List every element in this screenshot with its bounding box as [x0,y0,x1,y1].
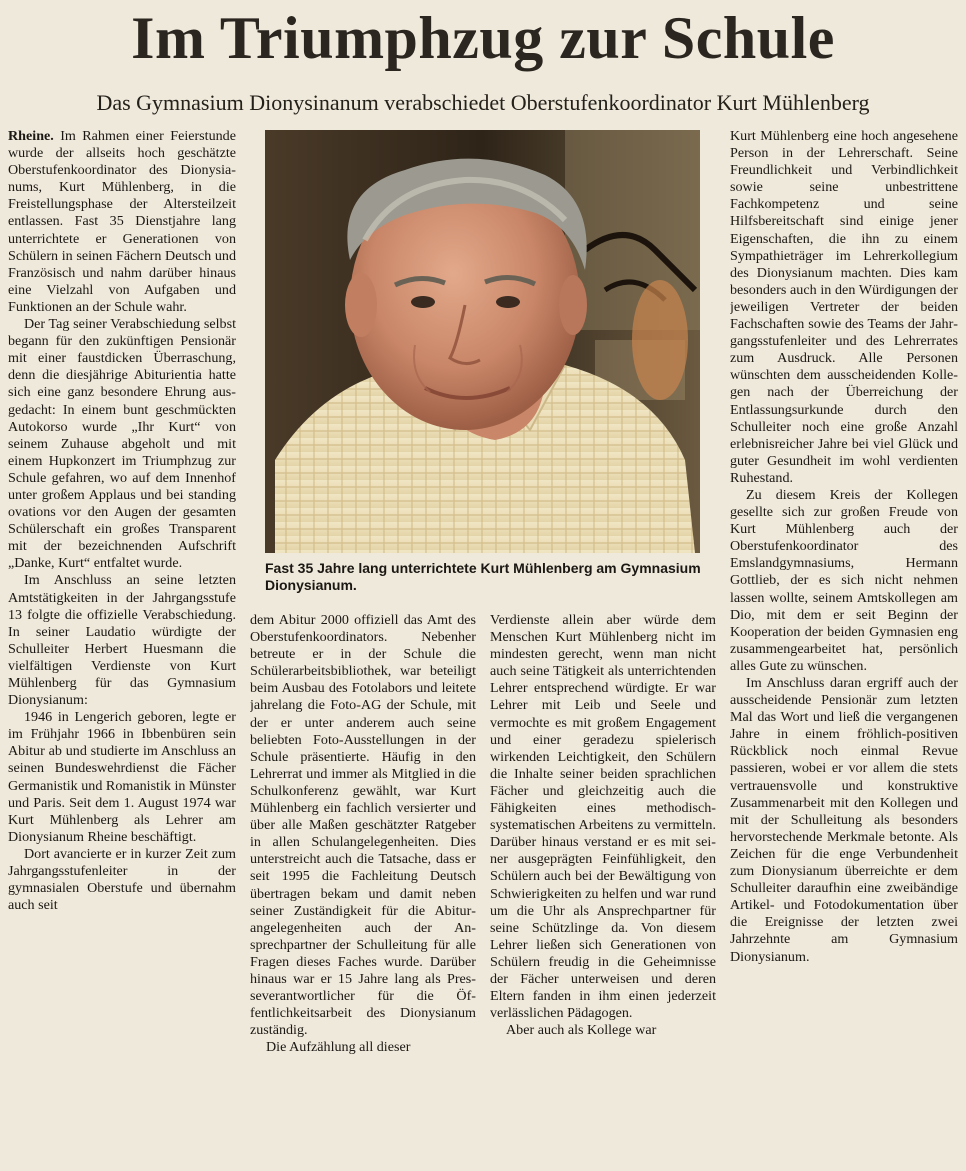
paragraph: Dort avancierte er in kurzer Zeit zum Jahrgangsstufenleiter in der gymnasialen Oberstufe und übernahm auch seit [8,845,236,914]
paragraph: Aber auch als Kollege war [506,1022,657,1039]
headline: Im Triumphzug zur Schule [131,5,835,71]
paragraph: 1946 in Lengerich geboren, legte er im Frühjahr 1966 in Ibbenbüren sein Abitur ab und studierte im Anschluss an seinen Bundeswehrdienst die Fächer Germanistik und Romanistik in Münster und Paris. Seit dem 1. August 1974 war Kurt Mühlenberg als Lehrer am Dionysianum Rheine beschäftigt. [8,709,236,845]
paragraph: Kurt Mühlenberg eine hoch angesehene Person in der Lehrerschaft. Seine Freundlichkeit und Verbindlichkeit sowie seine unbestrittene Fachkompetenz und seine Hilfsbereitschaft sind einige jener Eigenschaften, die ihn zu einem Sympathieträger im Lehrerkollegium des Dionysianum machten. Dies kam besonders auch in den Würdigungen der jeweiligen Vertreter der beiden Fachschaften sowie des Teams der Jahrgangsstufenleiter und des Lehrerrates zum Ausdruck. Alle Personen wünschten dem ausscheidenden Kollegen nach der Überreichung der Entlassungsurkunde durch den Schulleiter noch eine große Anzahl erlebnisreicher Jahre bei viel Glück und guter Gesundheit im wohl verdienten Ruhestand. [730,128,958,486]
article-column-3 [490,612,716,1164]
portrait-photo [265,130,700,553]
dateline: Rheine. [8,128,54,144]
portrait-photo-illustration [265,130,700,553]
paragraph: dem Abitur 2000 offiziell das Amt des Oberstufenkoordinators. Nebenher betreute er in der Schule die Schülerarbeitsbibliothek, war beteiligt beim Ausbau des Fotolabors und leitete jahrelang die Foto-AG der Schule, mit der er unter anderem auch seine beliebten Foto-Ausstellungen in der Schule präsentierte. Häufig in den Lehrerrat und immer als Mitglied in die Schulkonferenz gewählt, war Kurt Mühlenberg ein fachlich versierter und über alle Maßen geschätzter Ratgeber in allen Schulangelegenheiten. Dies unterstreicht auch die Tatsache, dass er seit 1995 die Fachleitung Deutsch übertragen bekam und damit neben seiner Zuständigkeit für die Abiturangelegenheiten auch der Ansprechpartner der Schulleitung für alle Fragen dieses Faches wurde. Darüber hinaus war er 15 Jahre lang als Presseverantwortlicher für die Öffentlichkeitsarbeit des Dionysianum zuständig. [250,612,476,1039]
paragraph-text: Im Rahmen einer Feierstunde wurde der allseits hoch geschätzte Oberstufenkoordinator des Dionysianums, Kurt Mühlenberg, in die Freistellungsphase der Altersteilzeit entlassen. Fast 35 Dienstjahre lang unterrichtete er Generationen von Schülern in seinen Fächern Deutsch und Französisch und nahm darüber hinaus eine Vielzahl von Aufgaben und Funktionen an der Schule wahr. [8,128,236,315]
paragraph: Verdienste allein aber würde dem Menschen Kurt Mühlenberg nicht im mindesten gerecht, wenn man nicht auch seine Tätigkeit als unterrichtenden Lehrer entsprechend würdigte. Er war Lehrer mit Leib und Seele und vermochte es mit großem Engagement und einer geradezu spielerisch wirkenden Leichtigkeit, den Schülern die Inhalte seiner beiden sprachlichen Fächer und gleichzeitig auch die Fähigkeiten eines methodisch-systematischen Arbeitens zu vermitteln. Darüber hinaus verstand er es mit seiner ausgeprägten Feinfühligkeit, den Schülern auch bei der Bewältigung von Schwierigkeiten zu helfen und war rund um die Uhr als Ansprechpartner für seine Schützlinge da. Von diesem Lehrer ließen sich Generationen von Schülern freudig in die Geheimnisse der Fächer unterweisen und deren Eltern fanden in ihm einen jederzeit verlässlichen Pädagogen. [490,612,716,1022]
article-column-1 [8,128,236,1164]
photo-caption: Fast 35 Jahre lang unterrichtete Kurt Mühlenberg am Gymnasium Dionysianum. [265,560,701,593]
paragraph: Im Anschluss daran ergriff auch der ausscheidende Pensionär zum letzten Mal das Wort und ließ die vergangenen Jahre in einem fröhlich-positiven Rückblick noch einmal Revue passieren, wobei er vor allem die stets vertrauensvolle und konstruktive Zusammenarbeit mit den Kollegen und mit der Schulleitung als besonders hervorstechende Merkmale betonte. Als Zeichen für die enge Verbundenheit zum Dionysianum überreichte er dem Schulleiter daraufhin eine zweibändige Artikel- und Fotodokumentation über die Ereignisse der letzten zwei Jahrzehnte am Gymnasium Dionysianum. [730,675,958,965]
paragraph: Der Tag seiner Verabschiedung selbst begann für den zukünftigen Pensionär mit einer faustdicken Überraschung, denn die diesjährige Abiturientia hatte sich eine ganz besondere Ehrung ausgedacht: In einem bunt geschmückten Autokorso wurde „Ihr Kurt“ von seinem Zuhause abgeholt und mit einem Hupkonzert im Triumphzug zur Schule gefahren, wo auf dem Innenhof unter großem Applaus und bei standing ovations vor den Augen der gesamten Schülerschaft ein großes Transparent mit der bezeichnenden Aufschrift „Danke, Kurt“ entfaltet wurde. [8,316,236,572]
paragraph: Zu diesem Kreis der Kollegen gesellte sich zur großen Freude von Kurt Mühlenberg auch der Oberstufenkoordinator des Emslandgymnasiums, Hermann Gottlieb, der es sich nicht nehmen lassen wollte, seinem Amtskollegen am Dio, mit dem er seit Beginn der Kooperation der beiden Gymnasien eng zusammengearbeitet hat, persönlich alles Gute zu wünschen. [730,486,958,674]
paragraph: Im Anschluss an seine letzten Amtstätigkeiten in der Jahrgangsstufe 13 folgte die offizielle Verabschiedung. In seiner Laudatio würdigte der Schulleiter Herbert Huesmann die vielfältigen Verdienste von Kurt Mühlenberg für das Gymnasium Dionysianum: [8,572,236,709]
paragraph: Die Aufzählung all dieser [266,1039,411,1056]
article-column-2 [250,612,476,1164]
paragraph [8,128,236,316]
subheadline: Das Gymnasium Dionysinanum verabschiedet Oberstufenkoordinator Kurt Mühlenberg [96,90,870,115]
article-column-4 [730,128,958,1164]
